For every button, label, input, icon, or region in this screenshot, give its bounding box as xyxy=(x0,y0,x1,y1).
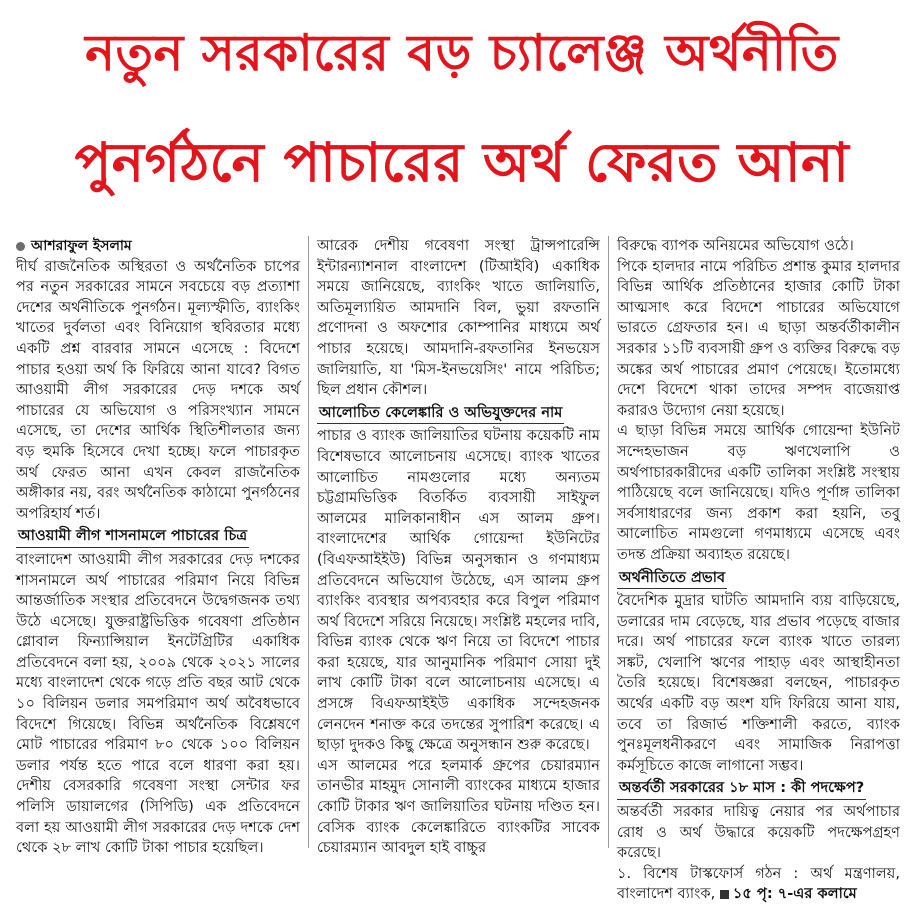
byline xyxy=(16,236,300,257)
paragraph: বাংলাদেশ আওয়ামী লীগ সরকারের দেড় দশকের শাসনামলে অর্থ পাচারের পরিমাণ নিয়ে বিভিন্ন আন্তর্জাতিক সংস্থার প্রতিবেদনে উদ্বেগজনক তথ্য উঠে এসেছে। যুক্তরাষ্ট্রভিত্তিক গবেষণা প্রতিষ্ঠান গ্লোবাল ফিন্যান্সিয়াল ইনটেগ্রিটির একাধিক প্রতিবেদনে বলা হয়, ২০০৯ থেকে ২০২১ সালের মধ্যে বাংলাদেশ থেকে গড়ে প্রতি বছর আট থেকে ১০ বিলিয়ন ডলার সমপরিমাণ অর্থ অবৈধভাবে বিদেশে গিয়েছে। বিভিন্ন অর্থনৈতিক বিশ্লেষণে মোট পাচারের পরিমাণ ৮০ থেকে ১০০ বিলিয়ন ডলার পর্যন্ত হতে পারে বলে ধারণা করা হয়। দেশীয় বেসরকারি গবেষণা সংস্থা সেন্টার ফর পলিসি ডায়ালগের (সিপিডি) এক প্রতিবেদনে বলা হয় আওয়ামী লীগ সরকারের দেড় দশকে দেশ থেকে ২৮ লাখ কোটি টাকা পাচার হয়েছিল। xyxy=(16,550,300,857)
article-columns xyxy=(8,236,918,903)
subheading: অন্তর্বর্তী সরকারের ১৮ মাস : কী পদক্ষেপ? xyxy=(617,778,866,800)
paragraph: বিরুদ্ধে ব্যাপক অনিয়মের অভিযোগ ওঠে। xyxy=(617,237,854,254)
paragraph: অন্তর্বর্তী সরকার দায়িত্ব নেয়ার পর অর্থপাচার রোধ ও অর্থ উদ্ধারে কয়েকটি পদক্ষেপগ্রহণ করেছে। xyxy=(617,803,900,862)
paragraph: পিকে হালদার নামে পরিচিত প্রশান্ত কুমার হালদার বিভিন্ন আর্থিক প্রতিষ্ঠানের হাজার কোটি টাকা আত্মসাৎ করে বিদেশে পাচারের অভিযোগে ভারতে গ্রেফতার হন। এ ছাড়া অন্তর্বর্তীকালীন সরকার ১১টি ব্যবসায়ী গ্রুপ ও ব্যক্তির বিরুদ্ধে বড় অঙ্কের অর্থ পাচারের প্রমাণ পেয়েছে। ইতোমধ্যে দেশে বিদেশে থাকা তাদের সম্পদ বাজেয়াপ্ত করারও উদ্যোগ নেয়া হয়েছে। xyxy=(617,257,900,419)
paragraph: পাচার ও ব্যাংক জালিয়াতির ঘটনায় কয়েকটি নাম বিশেষভাবে আলোচনায় এসেছে। ব্যাংক খাতের আলোচিত নামগুলোর মধ্যে অন্যতম চট্টগ্রামভিত্তিক বিতর্কিত ব্যবসায়ী সাইফুল আলমের মালিকানাধীন এস আলম গ্রুপ। বাংলাদেশের আর্থিক গোয়েন্দা ইউনিটের (বিএফআইইউ) বিভিন্ন অনুসন্ধান ও গণমাধ্যম প্রতিবেদনে অভিযোগ উঠেছে, এস আলম গ্রুপ ব্যাংকিং ব্যবস্থার অপব্যবহার করে বিপুল পরিমাণ অর্থ বিদেশে সরিয়ে নিয়েছে। সংশ্লিষ্ট মহলের দাবি, বিভিন্ন ব্যাংক থেকে ঋণ নিয়ে তা বিদেশে পাচার করা হয়েছে, যার আনুমানিক পরিমাণ সোয়া দুই লাখ কোটি টাকা বলে আলোচনায় এসেছে। এ প্রসঙ্গে বিএফআইইউ একাধিক সন্দেহজনক লেনদেন শনাক্ত করে তদন্তের সুপারিশ করেছে। এ ছাড়া দুদকও কিছু ক্ষেত্রে অনুসন্ধান শুরু করেছে। xyxy=(317,427,600,754)
headline-line-2: পুনর্গঠনে পাচারের অর্থ ফেরত আনা xyxy=(74,131,850,194)
byline-bullet-icon xyxy=(16,242,25,251)
paragraph-with-jump xyxy=(617,864,900,905)
headline-line-1: নতুন সরকারের বড় চ্যালেঞ্জ অর্থনীতি xyxy=(85,24,839,82)
subheading: আলোচিত কেলেঙ্কারি ও অভিযুক্তদের নাম xyxy=(317,403,564,425)
paragraph: আরেক দেশীয় গবেষণা সংস্থা ট্রান্সপারেন্সি ইন্টারন্যাশনাল বাংলাদেশ (টিআইবি) একাধিক সময়ে জানিয়েছে, ব্যাংকিং খাতে জালিয়াতি, অতিমূল্যায়িত আমদানি বিল, ভুয়া রফতানি প্রণোদনা ও অফশোর কোম্পানির মাধ্যমে অর্থ পাচার হয়েছে। আমদানি-রফতানির ইনভয়েস জালিয়াতি, যা 'মিস-ইনভয়েসিং' নামে পরিচিত; ছিল প্রধান কৌশল। xyxy=(317,237,600,399)
paragraph: দীর্ঘ রাজনৈতিক অস্থিরতা ও অর্থনৈতিক চাপের পর নতুন সরকারের সামনে সবচেয়ে বড় প্রত্যাশা দেশের অর্থনীতিকে পুনর্গঠন। মূল্যস্ফীতি, ব্যাংকিং খাতের দুর্বলতা এবং বিনিয়োগ স্থবিরতার মধ্যে একটি প্রশ্ন বারবার সামনে এসেছে : বিদেশে পাচার হওয়া অর্থ কি ফিরিয়ে আনা যাবে? বিগত আওয়ামী লীগ সরকারের দেড় দশকে অর্থ পাচারের যে অভিযোগ ও পরিসংখ্যান সামনে এসেছে, তা দেশের আর্থিক স্থিতিশীলতার জন্য বড় হুমকি হিসেবে দেখা হচ্ছে। ফলে পাচারকৃত অর্থ ফেরত আনা এখন কেবল রাজনৈতিক অঙ্গীকার নয়, বরং অর্থনৈতিক কাঠামো পুনর্গঠনের অপরিহার্য শর্ত। xyxy=(16,257,300,522)
jump-marker-icon xyxy=(720,890,729,899)
continuation-note: ১৫ পৃ: ৭-এর কলামে xyxy=(732,885,857,903)
author-name: আশরাফুল ইসলাম xyxy=(31,238,132,254)
article-column-3 xyxy=(608,236,908,903)
paragraph: বৈদেশিক মুদ্রার ঘাটতি আমদানি ব্যয় বাড়িয়েছে, ডলারের দাম বেড়েছে, যার প্রভাব পড়েছে বাজার দরে। অর্থ পাচারের ফলে ব্যাংক খাতে তারল্য সঙ্কট, খেলাপি ঋণের পাহাড় এবং আস্থাহীনতা তৈরি হয়েছে। বিশেষজ্ঞরা বলছেন, পাচারকৃত অর্থের একটি বড় অংশ যদি ফিরিয়ে আনা যায়, তবে তা রিজার্ভ শক্তিশালী করতে, ব্যাংক পুনঃমূলধনীকরণে এবং সামাজিক নিরাপত্তা কর্মসূচিতে কাজে লাগানো সম্ভব। xyxy=(617,592,900,774)
paragraph: এ ছাড়া বিভিন্ন সময়ে আর্থিক গোয়েন্দা ইউনিট সন্দেহভাজন বড় ঋণখেলাপি ও অর্থপাচারকারীদের একটি তালিকা সংশ্লিষ্ট সংস্থায় পাঠিয়েছে বলে জানিয়েছে। যদিও পূর্ণাঙ্গ তালিকা সর্বসাধারণের জন্য প্রকাশ করা হয়নি, তবু আলোচিত নামগুলো গণমাধ্যমে এসেছে এবং তদন্ত প্রক্রিয়া অব্যাহত রয়েছে। xyxy=(617,422,900,563)
article-column-1 xyxy=(8,236,308,857)
subheading: অর্থনীতিতে প্রভাব xyxy=(617,568,727,590)
paragraph: ১. বিশেষ টাস্কফোর্স গঠন : অর্থ মন্ত্রণালয়, বাংলাদেশ ব্যাংক, xyxy=(617,864,900,903)
subheading: আওয়ামী লীগ শাসনামলে পাচারের চিত্র xyxy=(16,526,249,548)
article-column-2 xyxy=(308,236,608,857)
paragraph: এস আলমের পরে হলমার্ক গ্রুপের চেয়ারম্যান তানভীর মাহমুদ সোনালী ব্যাংকের মাধ্যমে হাজার কোটি টাকার ঋণ জালিয়াতির ঘটনায় দণ্ডিত হন। বেসিক ব্যাংক কেলেঙ্কারিতে ব্যাংকটির সাবেক চেয়ারম্যান আবদুল হাই বাচ্চুর xyxy=(317,756,600,857)
